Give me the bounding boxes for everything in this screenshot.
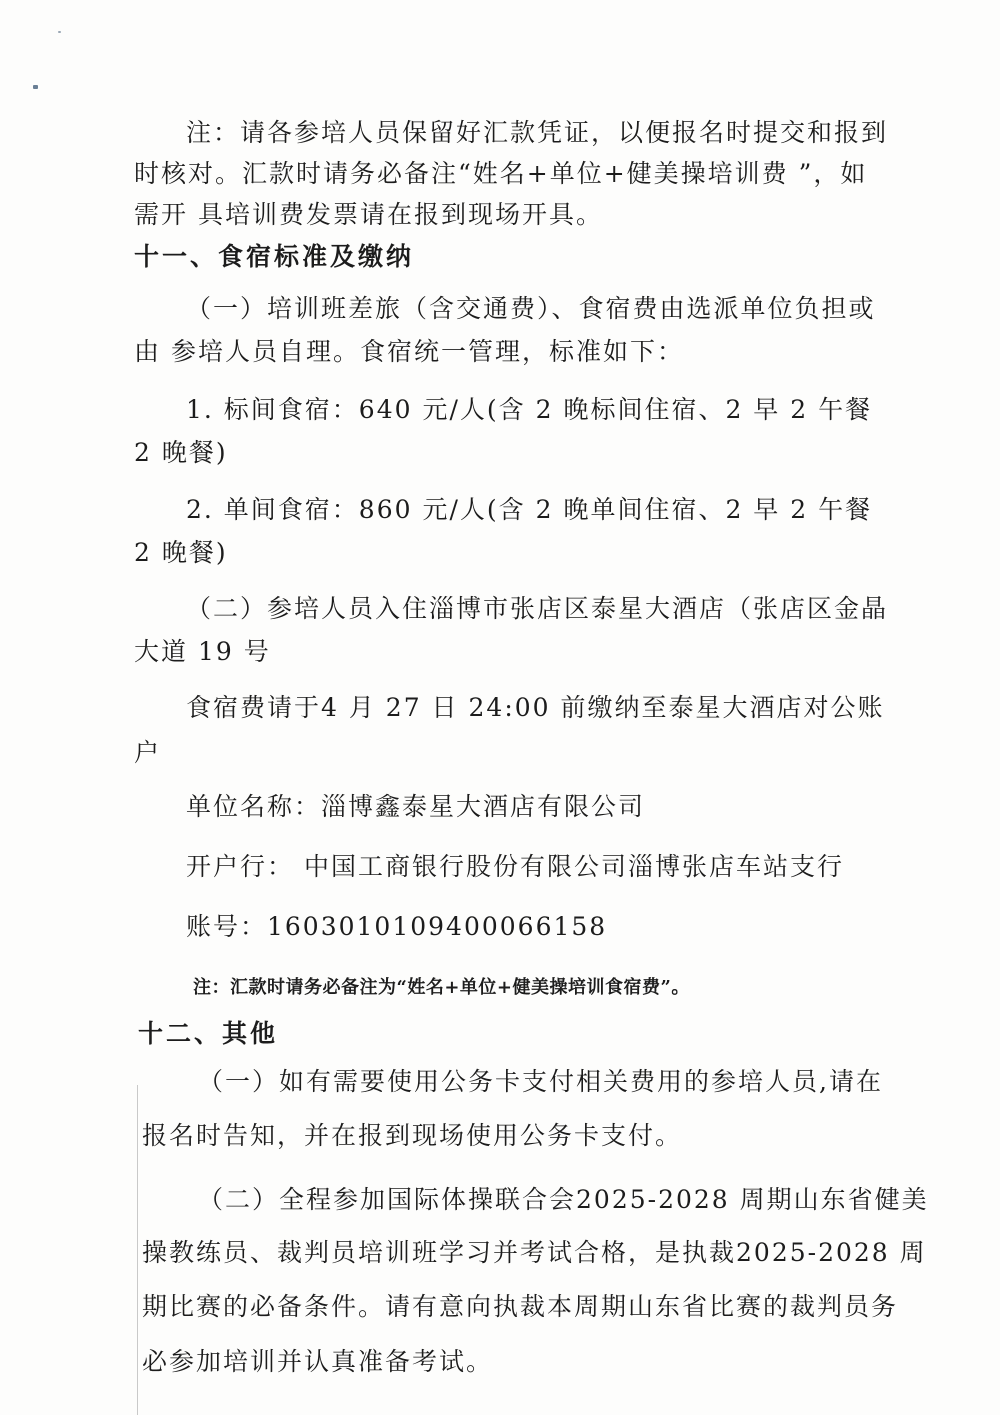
paragraph-line: （二）全程参加国际体操联合会2025-2028 周期山东省健美 xyxy=(198,1185,929,1214)
list-item-line: 2 晚餐) xyxy=(134,538,228,567)
paragraph-line: 必参加培训并认真准备考试。 xyxy=(142,1347,494,1376)
paragraph-line: 报名时告知，并在报到现场使用公务卡支付。 xyxy=(142,1121,683,1150)
paragraph-line: 由 参培人员自理。食宿统一管理，标准如下： xyxy=(134,337,684,366)
section-heading: 十二、其他 xyxy=(138,1019,279,1048)
paragraph-line: 食宿费请于4 月 27 日 24:00 前缴纳至泰星大酒店对公账 xyxy=(186,693,885,722)
paragraph-line: 期比赛的必备条件。请有意向执裁本周期山东省比赛的裁判员务 xyxy=(142,1292,899,1321)
paragraph-line: （一）如有需要使用公务卡支付相关费用的参培人员,请在 xyxy=(198,1067,883,1096)
note-line: 需开 具培训费发票请在报到现场开具。 xyxy=(134,200,603,229)
note-line: 时核对。汇款时请务必备注“姓名+单位+健美操培训费 ”，如 xyxy=(134,159,868,188)
note-line: 注：请各参培人员保留好汇款凭证，以便报名时提交和报到 xyxy=(186,118,889,147)
paragraph-line: 大道 19 号 xyxy=(134,637,271,666)
paragraph-line: 户 xyxy=(134,738,162,767)
scan-edge-line xyxy=(137,1085,138,1415)
scan-speck xyxy=(33,85,38,89)
paragraph-line: （一）培训班差旅（含交通费）、食宿费由选派单位负担或 xyxy=(186,294,876,323)
bank-name: 开户行： 中国工商银行股份有限公司淄博张店车站支行 xyxy=(186,852,844,881)
remittance-note: 注：汇款时请务必备注为“姓名+单位+健美操培训食宿费”。 xyxy=(193,977,690,998)
list-item-line: 1. 标间食宿：640 元/人(含 2 晚标间住宿、2 早 2 午餐 xyxy=(186,395,873,424)
section-heading: 十一、食宿标准及缴纳 xyxy=(134,242,415,271)
payee-name: 单位名称：淄博鑫泰星大酒店有限公司 xyxy=(186,792,646,821)
scan-speck xyxy=(58,31,61,33)
paragraph-line: （二）参培人员入住淄博市张店区泰星大酒店（张店区金晶 xyxy=(186,594,889,623)
account-number: 账号：16030101094000661​58 xyxy=(186,912,608,941)
paragraph-line: 操教练员、裁判员培训班学习并考试合格，是执裁2025-2028 周 xyxy=(142,1238,927,1267)
list-item-line: 2. 单间食宿：860 元/人(含 2 晚单间住宿、2 早 2 午餐 xyxy=(186,495,873,524)
list-item-line: 2 晚餐) xyxy=(134,438,228,467)
